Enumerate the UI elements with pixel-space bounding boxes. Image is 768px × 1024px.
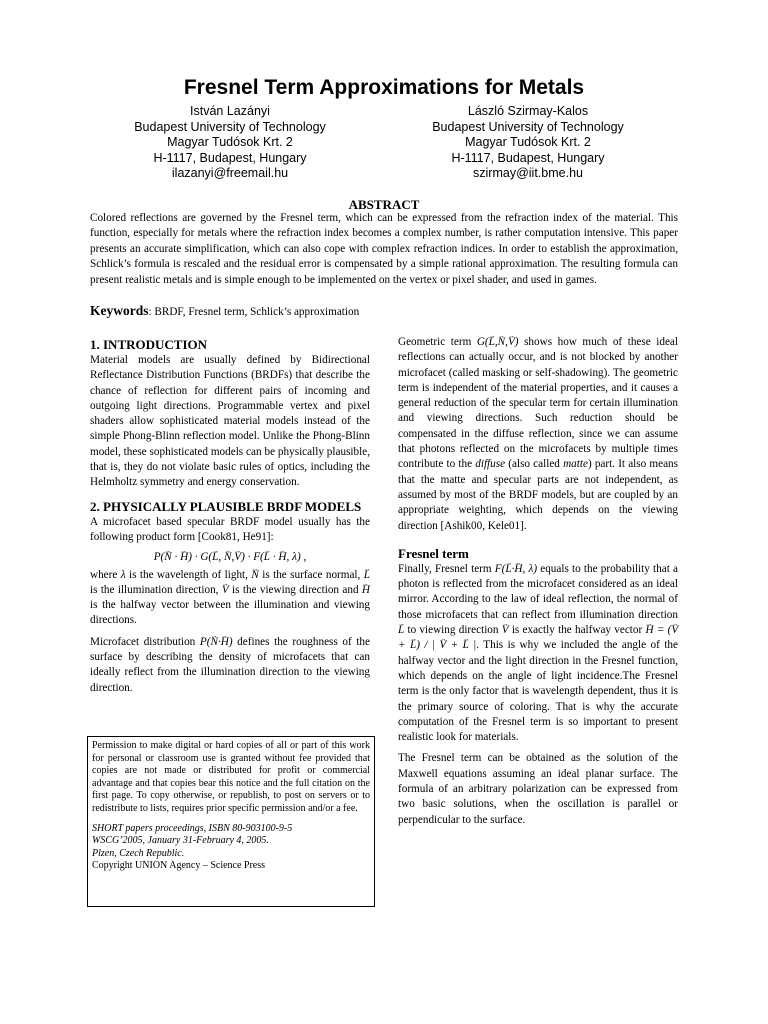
fresnel-paragraph-1: Finally, Fresnel term F(→ L·→ H, λ) equals to the probability that a photon is reflected from the microfacet considered as an ideal mirror. According to the law of ideal reflection, the normal of those microfacets that can reflect from illumination direction → L to viewing direction → V is exactly the halfway vector → H = (→ V + → L) / | → V + → L |. This is why we included the angle of the halfway vector and the light direction in the Fresnel function, which depends on the angle of light incidence.The Fresnel term is the only factor that is wavelength dependent, thus it is the primary source of coloring. That is why the accurate computation of the Fresnel term is so important to present realistic look for materials. [398, 562, 678, 746]
permission-notice-box [87, 736, 375, 907]
keywords-line [90, 303, 678, 320]
proceedings-line: SHORT papers proceedings, ISBN 80-903100-9-5 [92, 822, 293, 834]
section-heading-introduction: 1. INTRODUCTION [90, 337, 208, 352]
author-name: László Szirmay-Kalos [467, 104, 589, 118]
brdf-paragraph-2: where λ is the wavelength of light, → N is the surface normal, → L is the illumination direction, → V is the viewing direction and → H is the halfway vector between the illumination and viewing directions. [90, 568, 370, 629]
keywords-label: Keywords [90, 303, 149, 318]
author-email: szirmay@iit.bme.hu [473, 166, 583, 180]
abstract-heading: ABSTRACT [348, 197, 420, 212]
author-address: Magyar Tudósok Krt. 2 [167, 135, 293, 149]
introduction-paragraph: Material models are usually defined by Bidirectional Reflectance Distribution Functions (BRDFs) that describe the chance of reflection for different pairs of incoming and outgoing light directions. Programmable vertex and pixel shaders allow sophisticated material models instead of the simple Phong-Blinn reflection model. Unlike the Phong-Blinn model, these sophisticated models can be physically plausible, that is, they do not violate basic rules of optics, including the Helmholtz symmetry and energy conservation. [90, 354, 370, 489]
author-email: ilazanyi@freemail.hu [171, 166, 289, 180]
brdf-paragraph-1: A microfacet based specular BRDF model usually has the following product form [Cook81, He91]: [90, 515, 370, 543]
section-heading-fresnel: Fresnel term [398, 545, 469, 561]
author-affiliation: Budapest University of Technology [134, 119, 326, 134]
left-column [90, 335, 370, 696]
section-heading-brdf: 2. PHYSICALLY PLAUSIBLE BRDF MODELS [90, 498, 362, 514]
conference-line: WSCG’2005, January 31-February 4, 2005. [92, 835, 269, 847]
author-block-right [378, 104, 678, 182]
copyright-line: Copyright UNION Agency – Science Press [92, 860, 266, 872]
abstract-text: Colored reflections are governed by the Fresnel term, which can be expressed from the refraction index of the material. This function, especially for metals where the refraction index becomes a complex number, is rather computation intensive. This paper presents an accurate simplification, which can also cope with complex refraction indices. In order to establish the approximation, Schlick’s formula is rescaled and the residual error is compensated by a simple rational approximation. The resulting formula can present realistic metals and is simple enough to be implemented on the vertex or pixel shader, and used in games. [90, 212, 678, 286]
brdf-paragraph-3: Microfacet distribution P(→ N·→ H) defines the roughness of the surface by describing the density of microfacets that can ideally reflect from the illumination direction to the viewing direction. [90, 635, 370, 696]
author-name: István Lazányi [190, 104, 270, 118]
geometric-term-paragraph: Geometric term G(→ L,→ N,→ V) shows how much of these ideal reflections can actually occur, and is not blocked by another microfacet (called masking or self-shadowing). The geometric term is independent of the material properties, and it causes a general reduction of the specular term for certain illumination and viewing directions. Such reduction should be compensated in the diffuse reflection, since we can assume that photons reflected on the microfacets by multiple times contribute to the diffuse (also called matte) part. It also means that the matte and specular parts are not independent, as assumed by most of the BRDF models, but are coupled by an appropriate weighting, which depends on the viewing direction [Ashik00, Kele01]. [398, 335, 678, 534]
keywords-text: : BRDF, Fresnel term, Schlick’s approximation [148, 306, 360, 318]
author-block-left [80, 104, 380, 182]
author-city: H-1117, Budapest, Hungary [451, 150, 605, 165]
brdf-product-formula: P(→ N · → H) · G(→ L, → N,→ V) · F(→ L · → H, λ) , [90, 550, 370, 565]
author-address: Magyar Tudósok Krt. 2 [465, 135, 591, 149]
fresnel-paragraph-2: The Fresnel term can be obtained as the solution of the Maxwell equations assuming an ideal planar surface. The formula of an arbitrary polarization can be expressed from two basic solutions, when the oscillation is parallel or perpendicular to the surface. [398, 752, 678, 826]
paper-title: Fresnel Term Approximations for Metals [183, 76, 585, 99]
author-city: H-1117, Budapest, Hungary [153, 150, 307, 165]
right-column [398, 335, 678, 828]
permission-text: Permission to make digital or hard copies of all or part of this work for personal or classroom use is granted without fee provided that copies are not made or distributed for profit or commercial advantage and that copies bear this notice and the full citation on the first page. To copy otherwise, or republish, to post on servers or to redistribute to lists, requires prior specific permission and/or a fee. [92, 740, 370, 814]
location-line: Plzen, Czech Republic. [92, 847, 185, 859]
author-affiliation: Budapest University of Technology [432, 119, 624, 134]
